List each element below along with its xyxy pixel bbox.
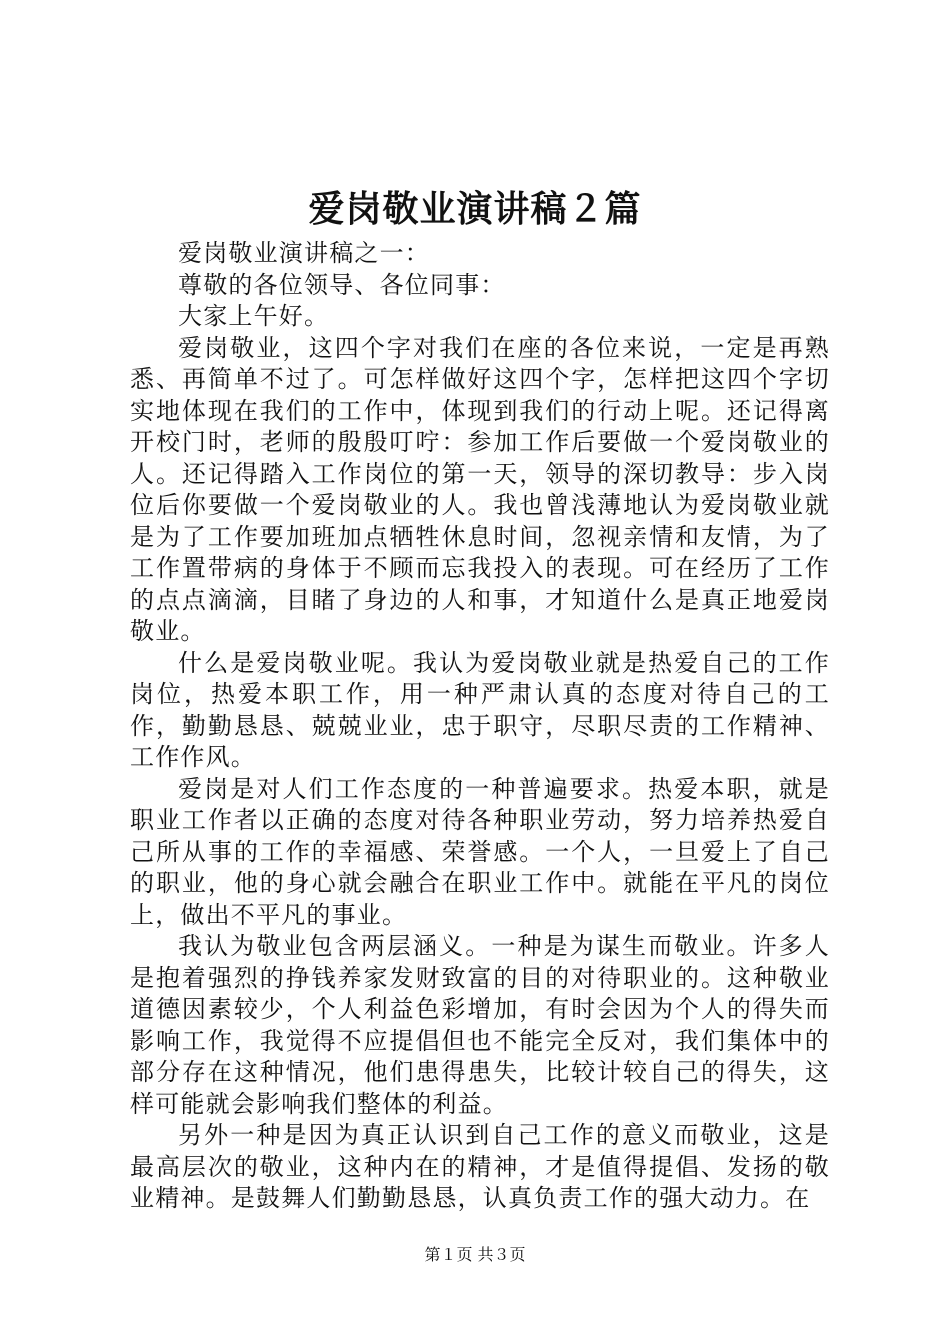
paragraph: 爱岗敬业，这四个字对我们在座的各位来说，一定是再熟悉、再简单不过了。可怎样做好这四个字，怎样把这四个字切实地体现在我们的工作中，体现到我们的行动上呢。还记得离开校门时，老师的殷殷叮咛：参加工作后要做一个爱岗敬业的人。还记得踏入工作岗位的第一天，领导的深切教导：步入岗位后你要做一个爱岗敬业的人。我也曾浅薄地认为爱岗敬业就是为了工作要加班加点牺牲休息时间，忽视亲情和友情，为了工作置带病的身体于不顾而忘我投入的表现。可在经历了工作的点点滴滴，目睹了身边的人和事，才知道什么是真正地爱岗敬业。 [130,333,830,645]
paragraph: 另外一种是因为真正认识到自己工作的意义而敬业，这是最高层次的敬业，这种内在的精神，才是值得提倡、发扬的敬业精神。是鼓舞人们勤勤恳恳，认真负责工作的强大动力。在 [130,1121,830,1212]
paragraph: 尊敬的各位领导、各位同事： [178,270,506,299]
document-body [130,238,830,1215]
paragraph: 大家上午好。 [178,302,330,330]
paragraph: 什么是爱岗敬业呢。我认为爱岗敬业就是热爱自己的工作岗位，热爱本职工作，用一种严肃认真的态度对待自己的工作，勤勤恳恳、兢兢业业，忠于职守，尽职尽责的工作精神、工作作风。 [130,648,830,771]
page-title: 爱岗敬业演讲稿２篇 [308,188,642,230]
paragraph: 我认为敬业包含两层涵义。一种是为谋生而敬业。许多人是抱着强烈的挣钱养家发财致富的目的对待职业的。这种敬业道德因素较少，个人利益色彩增加，有时会因为个人的得失而影响工作，我觉得不应提倡但也不能完全反对，我们集体中的部分存在这种情况，他们患得患失，比较计较自己的得失，这样可能就会影响我们整体的利益。 [130,932,830,1118]
page-footer: 第１页 共３页 [424,1245,526,1264]
paragraph: 爱岗是对人们工作态度的一种普遍要求。热爱本职，就是职业工作者以正确的态度对待各种职业劳动，努力培养热爱自己所从事的工作的幸福感、荣誉感。一个人，一旦爱上了自己的职业，他的身心就会融合在职业工作中。就能在平凡的岗位上，做出不平凡的事业。 [130,774,830,929]
paragraph: 爱岗敬业演讲稿之一： [178,239,430,267]
